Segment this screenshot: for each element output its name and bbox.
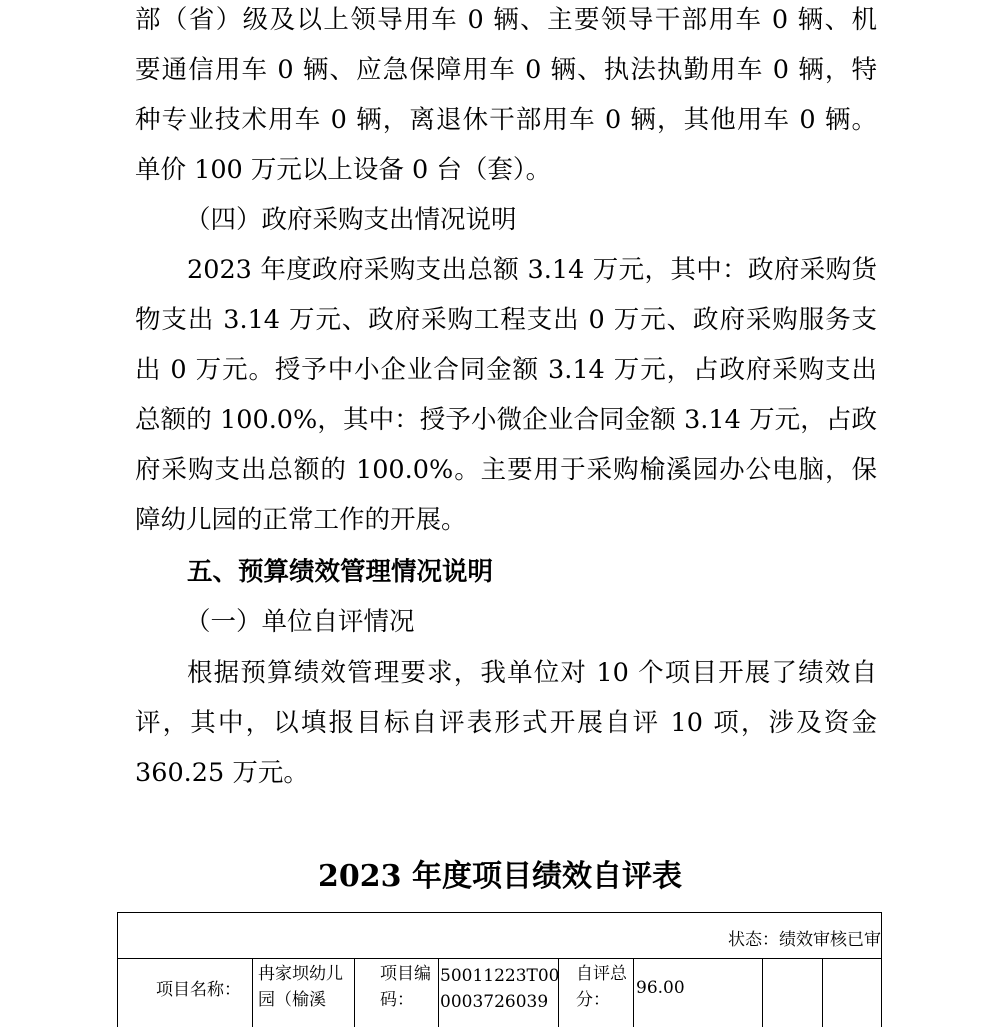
column-divider <box>633 958 634 1027</box>
text-line: 种专业技术用车 0 辆，离退休干部用车 0 辆，其他用车 0 辆。 <box>135 105 877 135</box>
column-divider <box>438 958 439 1027</box>
performance-table <box>117 912 882 1027</box>
text-line: 出 0 万元。授予中小企业合同金额 3.14 万元，占政府采购支出 <box>135 355 877 385</box>
heading-section-5: 五、预算绩效管理情况说明 <box>187 557 494 587</box>
project-code-label: 项目编 码： <box>380 964 431 1010</box>
column-divider <box>822 958 823 1027</box>
text-line: 要通信用车 0 辆、应急保障用车 0 辆、执法执勤用车 0 辆，特 <box>135 55 877 85</box>
heading-self-evaluation: （一）单位自评情况 <box>185 607 415 637</box>
text-line: 360.25 万元。 <box>135 758 309 788</box>
project-code-value: 50011223T00 0003726039 <box>440 966 560 1012</box>
text-line: 部（省）级及以上领导用车 0 辆、主要领导干部用车 0 辆、机 <box>135 5 877 35</box>
column-divider <box>354 958 355 1027</box>
text-line: 根据预算绩效管理要求，我单位对 10 个项目开展了绩效自 <box>187 658 877 688</box>
column-divider <box>252 958 253 1027</box>
table-title: 2023 年度项目绩效自评表 <box>318 859 682 894</box>
project-name-value: 冉家坝幼儿 园（榆溪 <box>258 964 343 1010</box>
table-divider <box>118 958 881 959</box>
score-label: 自评总 分： <box>576 964 627 1010</box>
text-line: 府采购支出总额的 100.0%。主要用于采购榆溪园办公电脑，保 <box>135 455 877 485</box>
text-line: 2023 年度政府采购支出总额 3.14 万元，其中：政府采购货 <box>187 255 877 285</box>
status-text: 状态：绩效审核已审 <box>728 930 881 950</box>
text-line: 总额的 100.0%，其中：授予小微企业合同金额 3.14 万元，占政 <box>135 405 877 435</box>
heading-procurement: （四）政府采购支出情况说明 <box>185 205 517 235</box>
score-value: 96.00 <box>636 978 685 998</box>
project-name-label: 项目名称： <box>156 980 241 1000</box>
column-divider <box>762 958 763 1027</box>
text-line: 单价 100 万元以上设备 0 台（套）。 <box>135 155 552 185</box>
text-line: 评，其中，以填报目标自评表形式开展自评 10 项，涉及资金 <box>135 708 877 738</box>
text-line: 障幼儿园的正常工作的开展。 <box>135 505 467 535</box>
text-line: 物支出 3.14 万元、政府采购工程支出 0 万元、政府采购服务支 <box>135 305 877 335</box>
